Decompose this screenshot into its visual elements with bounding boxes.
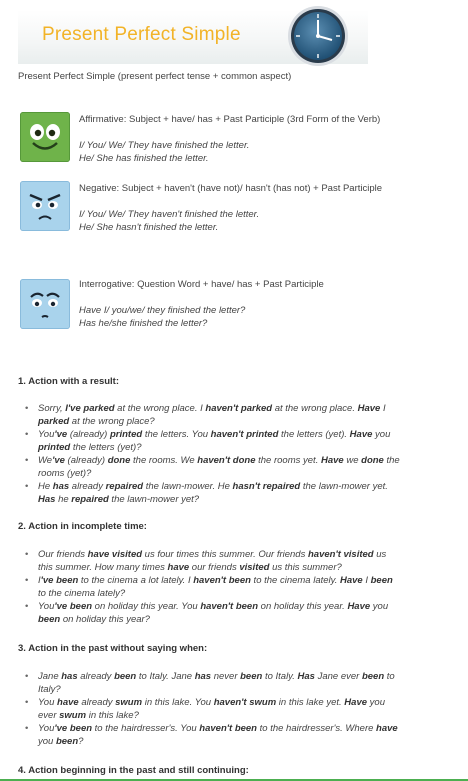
interrogative-example: Have I/ you/we/ they finished the letter? [79,305,246,316]
verb-form: Has [38,494,56,505]
example-sentence: • Our friends have visited us four times this summer. Our friends haven't visited us this summer. How many times have our friends visited us this summer? [22,548,400,574]
verb-form: 've been [54,601,93,612]
verb-form: haven't been [200,601,259,612]
negative-rule: Negative: Subject + haven't (have not)/ hasn't (has not) + Past Participle [79,183,383,194]
example-sentence: • We've (already) done the rooms. We haven't done the rooms yet. Have we done the rooms (yet)? [22,454,400,480]
affirmative-example: He/ She has finished the letter. [79,153,209,164]
angry-face-icon [20,181,70,231]
verb-form: 've been [54,723,93,734]
verb-form: visited [239,562,270,573]
verb-form: have [57,697,79,708]
verb-form: been [55,736,79,747]
verb-form: haven't visited [307,549,374,560]
example-sentence: • You've (already) printed the letters. You haven't printed the letters (yet). Have you printed the letters (yet)? [22,428,400,454]
happy-face-icon [20,112,70,162]
page-title: Present Perfect Simple [42,24,241,45]
verb-form: 've been [40,575,79,586]
verb-form: Have [347,601,371,612]
example-sentence: • You have already swum in this lake. You haven't swum in this lake yet. Have you ever swum in this lake? [22,696,400,722]
page-subtitle: Present Perfect Simple (present perfect tense + common aspect) [18,71,292,82]
questioning-face-icon [20,279,70,329]
section-heading: 1. Action with a result: [18,376,119,387]
verb-form: haven't swum [213,697,277,708]
verb-form: haven't been [199,723,257,734]
verb-form: swum [115,697,143,708]
affirmative-example: I/ You/ We/ They have finished the letter. [79,140,250,151]
verb-form: Have [357,403,381,414]
negative-example: I/ You/ We/ They haven't finished the letter. [79,209,260,220]
affirmative-rule: Affirmative: Subject + have/ has + Past Participle (3rd Form of the Verb) [79,114,381,125]
section-2-list [22,548,400,626]
verb-form: has [52,481,70,492]
verb-form: printed [38,442,71,453]
verb-form: parked [38,416,70,427]
verb-form: Have [339,575,363,586]
negative-block [79,182,459,234]
verb-form: have visited [87,549,143,560]
section-heading: 2. Action in incomplete time: [18,521,147,532]
verb-form: have [376,723,398,734]
verb-form: has [61,671,78,682]
verb-form: I've parked [65,403,115,414]
interrogative-example: Has he/she finished the letter? [79,318,208,329]
section-1-list [22,402,400,506]
verb-form: has [194,671,212,682]
interrogative-block [79,278,459,330]
section-heading: 3. Action in the past without saying when: [18,643,208,654]
section-heading: 4. Action beginning in the past and still continuing: [18,765,249,776]
example-sentence: • I've been to the cinema a lot lately. I haven't been to the cinema lately. Have I been to the cinema lately? [22,574,400,600]
verb-form: been [370,575,393,586]
verb-form: done [107,455,131,466]
interrogative-rule: Interrogative: Question Word + have/ has + Past Participle [79,279,324,290]
verb-form: repaired [105,481,144,492]
section-3-list [22,670,400,748]
verb-form: done [361,455,384,466]
verb-form: 've [54,429,68,440]
verb-form: been [240,671,263,682]
verb-form: Have [320,455,344,466]
negative-example: He/ She hasn't finished the letter. [79,222,219,233]
verb-form: Has [297,671,315,682]
verb-form: been [114,671,137,682]
clock-icon [286,4,350,68]
verb-form: printed [109,429,143,440]
example-sentence: • You've been on holiday this year. You haven't been on holiday this year. Have you been on holiday this year? [22,600,400,626]
example-sentence: • He has already repaired the lawn-mower. He hasn't repaired the lawn-mower yet. Has he repaired the lawn-mower yet? [22,480,400,506]
example-sentence: • You've been to the hairdresser's. You haven't been to the hairdresser's. Where have you been? [22,722,400,748]
verb-form: have [167,562,190,573]
verb-form: Have [349,429,373,440]
verb-form: haven't done [197,455,256,466]
verb-form: Have [344,697,368,708]
verb-form: been [38,614,61,625]
example-sentence: • Sorry, I've parked at the wrong place. I haven't parked at the wrong place. Have I parked at the wrong place? [22,402,400,428]
verb-form: haven't parked [205,403,273,414]
verb-form: hasn't repaired [232,481,301,492]
verb-form: swum [59,710,87,721]
verb-form: haven't been [193,575,251,586]
affirmative-block [79,113,459,165]
verb-form: repaired [71,494,109,505]
verb-form: haven't printed [210,429,279,440]
verb-form: been [361,671,385,682]
verb-form: 've [52,455,65,466]
example-sentence: • Jane has already been to Italy. Jane has never been to Italy. Has Jane ever been to Italy? [22,670,400,696]
